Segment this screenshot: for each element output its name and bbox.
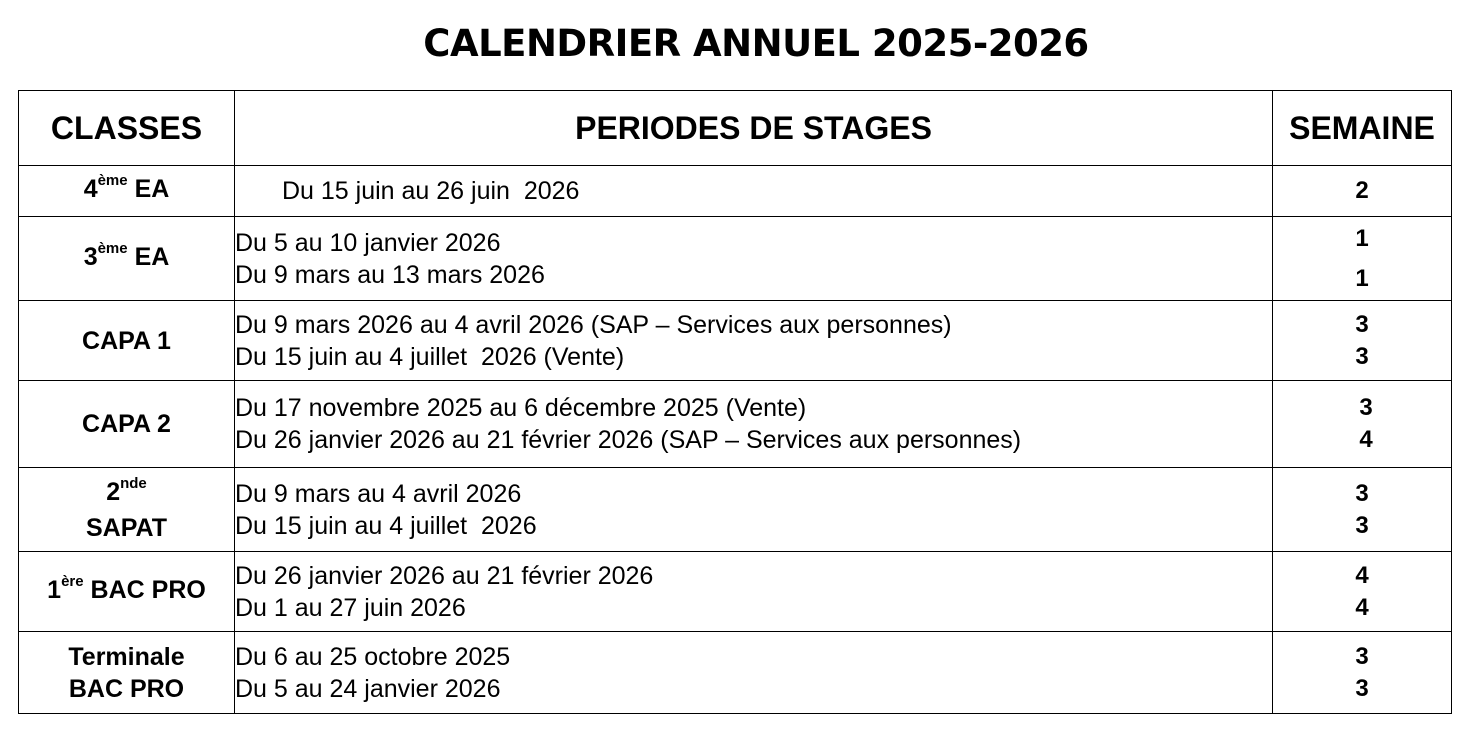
week-cell xyxy=(1273,301,1452,381)
week-value: 3 xyxy=(1355,511,1369,539)
period-cell xyxy=(235,217,1273,301)
period-cell xyxy=(235,552,1273,632)
header-row xyxy=(19,91,1452,166)
class-cell xyxy=(19,166,235,217)
class-cell xyxy=(19,468,235,552)
period-line: Du 17 novembre 2025 au 6 décembre 2025 (Vente) xyxy=(235,394,807,422)
period-cell xyxy=(235,632,1273,714)
week-cell xyxy=(1273,632,1452,714)
class-label-rest: EA xyxy=(127,242,170,271)
class-cell xyxy=(19,381,235,468)
period-line: Du 6 au 25 octobre 2025 xyxy=(235,642,511,671)
week-cell xyxy=(1273,552,1452,632)
class-label-rest: EA xyxy=(127,175,170,203)
week-value: 4 xyxy=(1359,426,1373,453)
week-value: 2 xyxy=(1355,177,1369,204)
week-value: 3 xyxy=(1359,394,1373,421)
period-line: Du 5 au 10 janvier 2026 xyxy=(235,228,501,257)
period-line: Du 26 janvier 2026 au 21 février 2026 xyxy=(235,561,654,590)
table-row xyxy=(19,381,1452,468)
class-label-line2: SAPAT xyxy=(85,513,168,542)
week-cell xyxy=(1273,468,1452,552)
class-ordinal: ème xyxy=(97,172,128,189)
week-value: 1 xyxy=(1355,264,1369,292)
header-semaine: SEMAINE xyxy=(1273,91,1452,166)
class-label-line2: BAC PRO xyxy=(68,674,185,703)
class-cell xyxy=(19,301,235,381)
class-ordinal: ère xyxy=(61,572,84,590)
class-ordinal: nde xyxy=(120,474,147,492)
class-label: Terminale xyxy=(68,642,185,671)
week-value: 4 xyxy=(1355,561,1369,589)
period-line: Du 15 juin au 26 juin 2026 xyxy=(282,177,580,205)
period-line: Du 15 juin au 4 juillet 2026 xyxy=(235,511,537,540)
header-periodes: PERIODES DE STAGES xyxy=(235,91,1273,166)
period-cell xyxy=(235,166,1273,217)
class-label: 4 xyxy=(83,175,98,203)
week-value: 3 xyxy=(1355,642,1369,670)
table-row xyxy=(19,166,1452,217)
period-line: Du 9 mars au 13 mars 2026 xyxy=(235,260,545,289)
calendar-table xyxy=(18,90,1452,714)
class-label: 3 xyxy=(83,242,98,271)
week-value: 3 xyxy=(1355,479,1369,507)
table-row xyxy=(19,468,1452,552)
period-cell xyxy=(235,301,1273,381)
week-value: 3 xyxy=(1355,674,1369,702)
class-cell xyxy=(19,632,235,714)
period-line: Du 1 au 27 juin 2026 xyxy=(235,593,466,622)
period-line: Du 15 juin au 4 juillet 2026 (Vente) xyxy=(235,342,625,371)
table-row xyxy=(19,632,1452,714)
class-label: CAPA 1 xyxy=(82,326,171,355)
week-cell xyxy=(1273,166,1452,217)
table-row xyxy=(19,301,1452,381)
period-line: Du 9 mars 2026 au 4 avril 2026 (SAP – Services aux personnes) xyxy=(235,310,952,339)
week-value: 4 xyxy=(1355,593,1369,621)
table-row xyxy=(19,552,1452,632)
period-cell xyxy=(235,468,1273,552)
week-cell xyxy=(1273,217,1452,301)
class-ordinal: ème xyxy=(97,239,128,257)
week-cell xyxy=(1273,381,1452,468)
week-value: 1 xyxy=(1355,224,1369,252)
class-label-rest: BAC PRO xyxy=(83,575,206,604)
period-line: Du 5 au 24 janvier 2026 xyxy=(235,674,501,703)
period-line: Du 26 janvier 2026 au 21 février 2026 (SAP – Services aux personnes) xyxy=(235,426,1022,454)
class-cell xyxy=(19,217,235,301)
class-cell xyxy=(19,552,235,632)
page-title: CALENDRIER ANNUEL 2025-2026 xyxy=(423,22,1089,65)
class-label: 2 xyxy=(106,477,121,506)
table-row xyxy=(19,217,1452,301)
class-label: CAPA 2 xyxy=(82,410,171,438)
period-cell xyxy=(235,381,1273,468)
class-label: 1 xyxy=(47,575,62,604)
header-classes: CLASSES xyxy=(19,91,235,166)
period-line: Du 9 mars au 4 avril 2026 xyxy=(235,479,522,508)
week-value: 3 xyxy=(1355,310,1369,338)
week-value: 3 xyxy=(1355,342,1369,370)
